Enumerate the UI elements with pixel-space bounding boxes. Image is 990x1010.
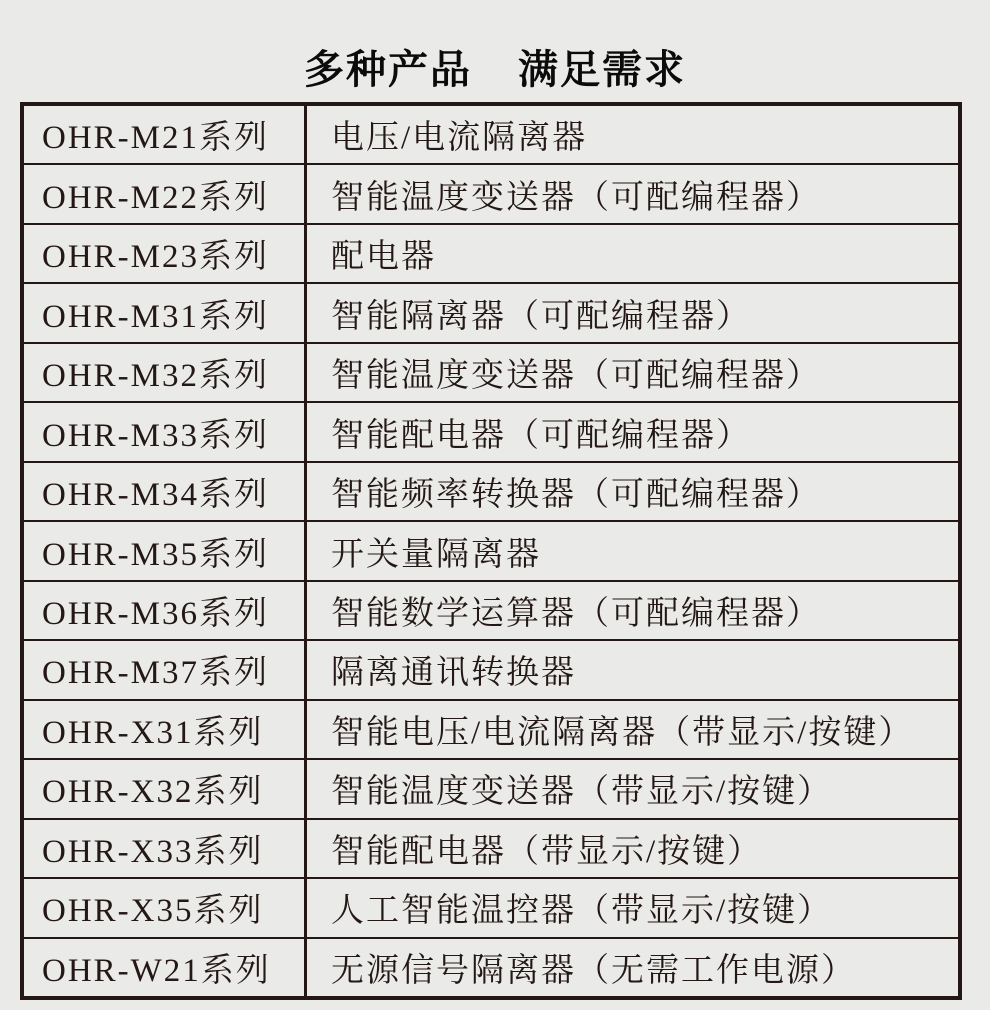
description-cell: 隔离通讯转换器	[331, 655, 576, 692]
table-row	[24, 641, 958, 700]
series-cell: OHR-M34系列	[24, 463, 307, 520]
table-row	[24, 463, 958, 522]
table-row	[24, 522, 958, 581]
series-cell: OHR-X32系列	[24, 760, 307, 817]
series-cell: OHR-M35系列	[24, 522, 307, 579]
description-cell: 智能电压/电流隔离器（带显示/按键）	[331, 714, 914, 751]
description-cell: 智能配电器（带显示/按键）	[331, 833, 763, 870]
description-cell: 智能温度变送器（可配编程器）	[331, 179, 821, 216]
table-row	[24, 344, 958, 403]
table-row	[24, 284, 958, 343]
description-cell: 智能配电器（可配编程器）	[331, 417, 751, 454]
page-title-part2: 满足需求	[518, 48, 686, 92]
description-cell: 开关量隔离器	[331, 536, 541, 573]
description-cell: 人工智能温控器（带显示/按键）	[331, 893, 833, 930]
series-cell: OHR-M36系列	[24, 582, 307, 639]
series-cell: OHR-M21系列	[24, 106, 307, 163]
description-cell: 电压/电流隔离器	[331, 120, 588, 157]
series-cell: OHR-M37系列	[24, 641, 307, 698]
series-cell: OHR-M31系列	[24, 284, 307, 341]
page-title	[0, 38, 990, 95]
description-cell: 智能温度变送器（带显示/按键）	[331, 774, 833, 811]
product-series-table	[20, 102, 962, 1000]
series-cell: OHR-M33系列	[24, 403, 307, 460]
description-cell: 智能隔离器（可配编程器）	[331, 298, 751, 335]
series-cell: OHR-X35系列	[24, 879, 307, 936]
table-row	[24, 165, 958, 224]
table-row	[24, 701, 958, 760]
description-cell: 智能数学运算器（可配编程器）	[331, 595, 821, 632]
table-row	[24, 582, 958, 641]
table-row	[24, 879, 958, 938]
series-cell: OHR-M23系列	[24, 225, 307, 282]
series-cell: OHR-M32系列	[24, 344, 307, 401]
table-row	[24, 225, 958, 284]
description-cell: 智能温度变送器（可配编程器）	[331, 358, 821, 395]
table-row	[24, 760, 958, 819]
series-cell: OHR-X33系列	[24, 820, 307, 877]
page-title-part1: 多种产品	[304, 48, 472, 92]
description-cell: 配电器	[331, 239, 436, 276]
table-row	[24, 106, 958, 165]
series-cell: OHR-W21系列	[24, 939, 307, 996]
table-row	[24, 939, 958, 996]
description-cell: 智能频率转换器（可配编程器）	[331, 477, 821, 514]
description-cell: 无源信号隔离器（无需工作电源）	[331, 952, 856, 989]
table-row	[24, 820, 958, 879]
series-cell: OHR-X31系列	[24, 701, 307, 758]
series-cell: OHR-M22系列	[24, 165, 307, 222]
table-row	[24, 403, 958, 462]
